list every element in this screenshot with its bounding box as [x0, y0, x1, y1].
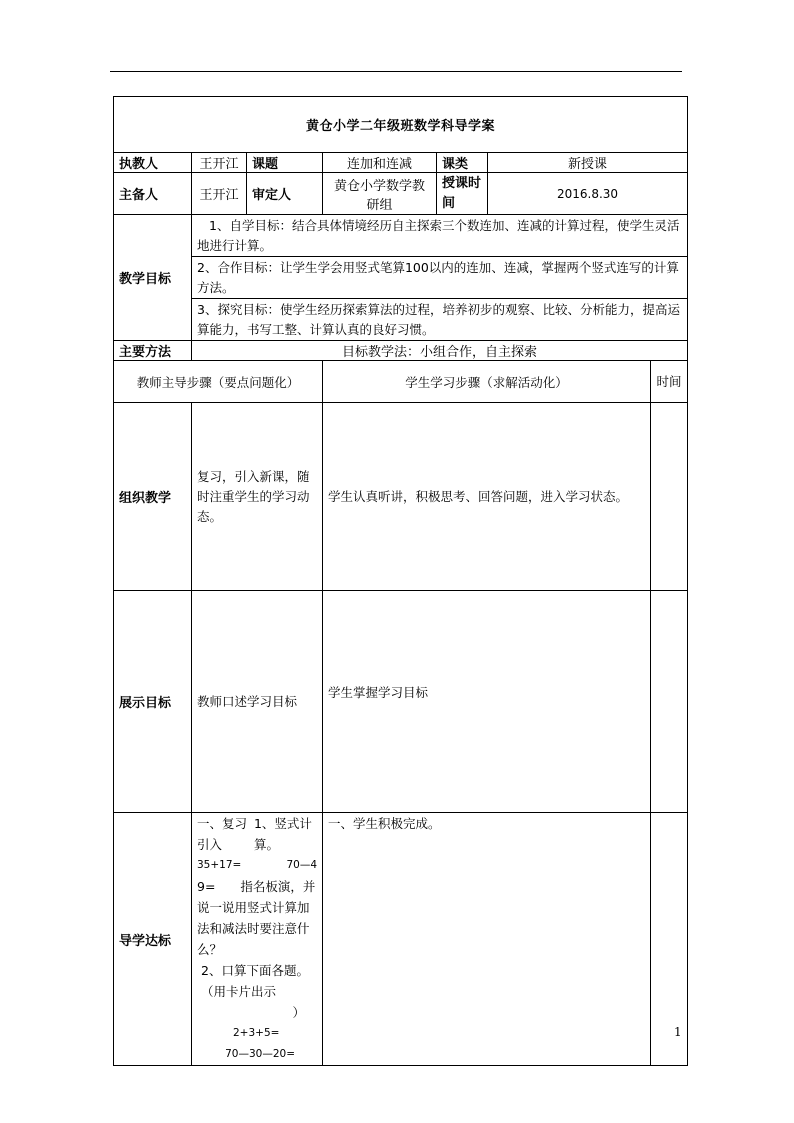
time-cell [651, 591, 688, 813]
reviewer-label: 审定人 [247, 173, 323, 215]
student-step: 学生认真听讲，积极思考、回答问题，进入学习状态。 [323, 403, 651, 591]
lesson-plan-table [113, 96, 688, 1066]
guide-line: 2+3+5= [233, 1027, 280, 1039]
student-step: 一、学生积极完成。 [323, 813, 651, 1066]
stage-label: 组织教学 [114, 403, 192, 591]
document-title: 黄仓小学二年级班数学科导学案 [114, 97, 688, 153]
goal-item: 2、合作目标：让学生学会用竖式笔算100以内的连加、连减，掌握两个竖式连写的计算方法。 [192, 257, 688, 299]
guide-line: 70—30—20= [225, 1048, 295, 1060]
type-value: 新授课 [488, 153, 688, 173]
teacher-step: 复习，引入新课，随时注重学生的学习动态。 [192, 403, 323, 591]
teacher-step [192, 813, 323, 1066]
student-steps-header: 学生学习步骤（求解活动化） [323, 361, 651, 403]
guide-line: 35+17= [197, 859, 242, 871]
guide-line: 1、竖式计算。 [253, 816, 312, 852]
topic-label: 课题 [247, 153, 323, 173]
method-value: 目标教学法：小组合作，自主探索 [192, 341, 688, 361]
goal-item: 3、探究目标：使学生经历探索算法的过程，培养初步的观察、比较、分析能力，提高运算能力，书写工整、计算认真的良好习惯。 [192, 299, 688, 341]
goal-item: 1、自学目标：结合具体情境经历自主探索三个数连加、连减的计算过程，使学生灵活地进行计算。 [192, 215, 688, 257]
guide-line: 9= 指名板演，并说一说用竖式计算加法和减法时要注意什么？ [197, 879, 316, 957]
teacher-value: 王开江 [192, 153, 247, 173]
preparer-value: 王开江 [192, 173, 247, 215]
preparer-label: 主备人 [114, 173, 192, 215]
method-label: 主要方法 [114, 341, 192, 361]
time-cell [651, 403, 688, 591]
topic-value: 连加和连减 [323, 153, 437, 173]
header-rule [110, 71, 682, 72]
page-number: 1 [674, 1025, 682, 1039]
stage-label: 展示目标 [114, 591, 192, 813]
type-label: 课类 [437, 153, 488, 173]
teacher-step: 教师口述学习目标 [192, 591, 323, 813]
student-step: 学生掌握学习目标 [323, 591, 651, 813]
time-cell [651, 813, 688, 1066]
guide-line: 70—4 [286, 859, 317, 871]
reviewer-value: 黄仓小学数学教研组 [323, 173, 437, 215]
goals-label: 教学目标 [114, 215, 192, 341]
teacher-steps-header: 教师主导步骤（要点问题化） [114, 361, 323, 403]
date-value: 2016.8.30 [488, 173, 688, 215]
date-label: 授课时间 [437, 173, 488, 215]
guide-line: ） [292, 1005, 305, 1020]
stage-label: 导学达标 [114, 813, 192, 1066]
guide-line: 2、口算下面各题。（用卡片出示 [201, 963, 309, 999]
time-header: 时间 [651, 361, 688, 403]
teacher-label: 执教人 [114, 153, 192, 173]
guide-line: 一、复习引入 [197, 816, 248, 852]
